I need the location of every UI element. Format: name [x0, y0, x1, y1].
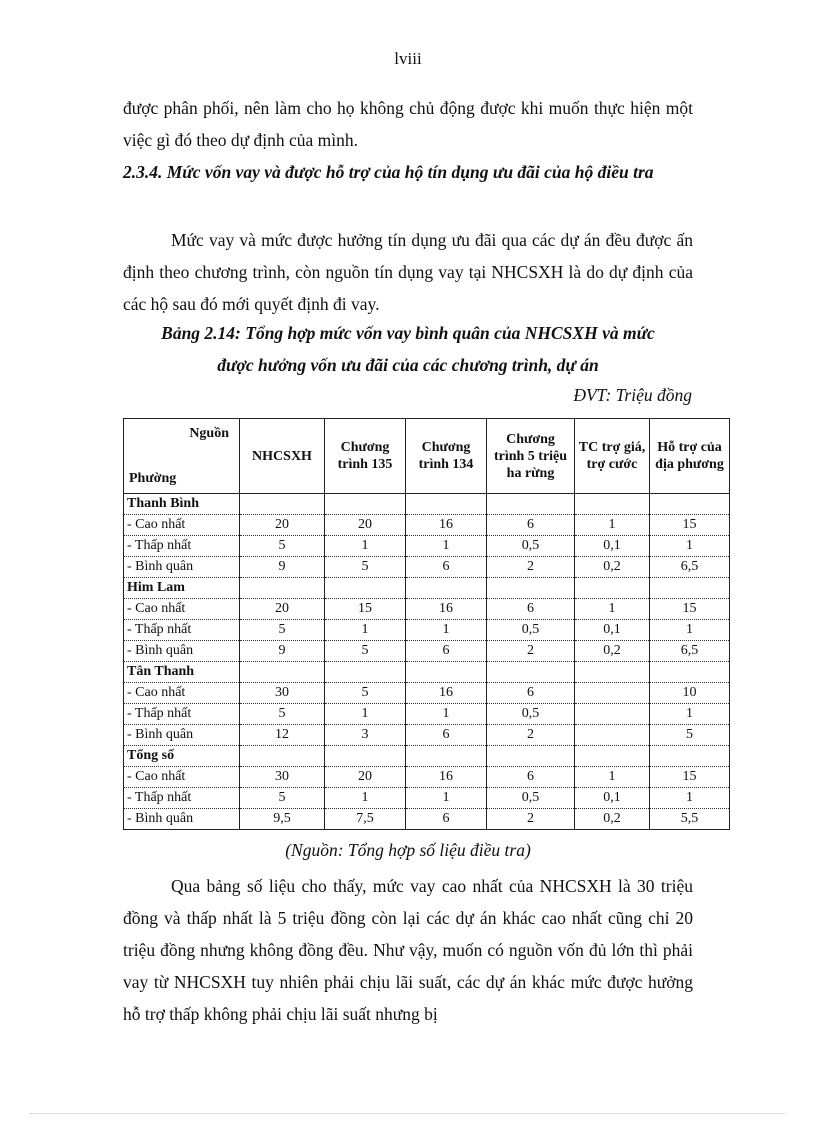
group-name: Thanh Bình: [124, 494, 240, 515]
table-cell: 1: [650, 704, 730, 725]
page-number: lviii: [394, 49, 422, 68]
table-cell: 1: [575, 515, 650, 536]
corner-label-ward: Phường: [129, 471, 177, 486]
table-cell: 10: [650, 683, 730, 704]
unit-note: ĐVT: Triệu đồng: [573, 385, 692, 405]
table-cell: 9,5: [240, 809, 325, 830]
empty-cell: [650, 662, 730, 683]
table-row: [124, 704, 730, 725]
table-cell: 5,5: [650, 809, 730, 830]
table-cell: 5: [240, 788, 325, 809]
row-label: - Bình quân: [124, 809, 240, 830]
table-group-row: [124, 746, 730, 767]
table-cell: 2: [487, 557, 575, 578]
row-label: - Bình quân: [124, 725, 240, 746]
table-cell: 30: [240, 683, 325, 704]
empty-cell: [240, 578, 325, 599]
column-header: NHCSXH: [240, 419, 325, 494]
empty-cell: [406, 746, 487, 767]
table-cell: 6,5: [650, 641, 730, 662]
table-cell: 15: [650, 599, 730, 620]
corner-label-source: Nguồn: [189, 426, 229, 441]
empty-cell: [575, 662, 650, 683]
table-caption: [123, 317, 693, 381]
table-cell: 3: [325, 725, 406, 746]
table-cell: 16: [406, 767, 487, 788]
table-cell: 0,1: [575, 536, 650, 557]
table-caption-line-2: được hưởng vốn ưu đãi của các chương trình, dự án: [217, 355, 599, 375]
table-cell: 9: [240, 557, 325, 578]
table-cell: 20: [325, 515, 406, 536]
empty-cell: [325, 662, 406, 683]
table-cell: 5: [325, 683, 406, 704]
column-header: Hỗ trợ của địa phương: [650, 419, 730, 494]
empty-cell: [650, 578, 730, 599]
table-cell: 20: [325, 767, 406, 788]
table-row: [124, 683, 730, 704]
table-cell: 7,5: [325, 809, 406, 830]
table-cell: 6: [406, 725, 487, 746]
table-cell: [575, 725, 650, 746]
table-caption-line-1: Bảng 2.14: Tổng hợp mức vốn vay bình quân của NHCSXH và mức: [161, 323, 655, 343]
table-cell: 5: [240, 704, 325, 725]
table-cell: 1: [406, 536, 487, 557]
row-label: - Bình quân: [124, 641, 240, 662]
table-cell: 0,2: [575, 809, 650, 830]
group-name: Tổng số: [124, 746, 240, 767]
table-cell: 1: [575, 767, 650, 788]
table-cell: 6: [487, 767, 575, 788]
empty-cell: [406, 578, 487, 599]
table-cell: 16: [406, 599, 487, 620]
table-cell: 9: [240, 641, 325, 662]
table-cell: 1: [406, 620, 487, 641]
loan-table: [123, 418, 730, 830]
group-name: Him Lam: [124, 578, 240, 599]
table-cell: 0,5: [487, 620, 575, 641]
row-label: - Bình quân: [124, 557, 240, 578]
section-heading: 2.3.4. Mức vốn vay và được hỗ trợ của hộ tín dụng ưu đãi của hộ điều tra: [123, 162, 654, 182]
table-corner-cell: [124, 419, 240, 494]
table-cell: 1: [325, 536, 406, 557]
table-row: [124, 599, 730, 620]
table-cell: 1: [575, 599, 650, 620]
table-cell: 1: [650, 536, 730, 557]
paragraph-loan-levels: Mức vay và mức được hưởng tín dụng ưu đãi qua các dự án đều được ấn định theo chương trình, còn nguồn tín dụng vay tại NHCSXH là do dự định của các hộ sau đó mới quyết định đi vay.: [123, 230, 693, 314]
table-cell: 15: [650, 515, 730, 536]
table-cell: 6: [406, 809, 487, 830]
table-cell: 1: [406, 788, 487, 809]
empty-cell: [240, 662, 325, 683]
table-row: [124, 515, 730, 536]
paragraph-intro: được phân phối, nên làm cho họ không chủ động được khi muốn thực hiện một việc gì đó theo dự định của mình.: [123, 98, 693, 150]
source-note: (Nguồn: Tổng hợp số liệu điều tra): [285, 840, 531, 860]
table-cell: 0,2: [575, 557, 650, 578]
table-cell: 0,5: [487, 704, 575, 725]
empty-cell: [487, 662, 575, 683]
table-cell: 5: [650, 725, 730, 746]
table-cell: 16: [406, 515, 487, 536]
table-group-row: [124, 578, 730, 599]
table-cell: 20: [240, 599, 325, 620]
table-cell: 2: [487, 641, 575, 662]
empty-cell: [650, 746, 730, 767]
table-cell: 5: [240, 620, 325, 641]
table-row: [124, 767, 730, 788]
empty-cell: [406, 494, 487, 515]
page-bottom-rule: [30, 1113, 786, 1114]
table-cell: 15: [650, 767, 730, 788]
empty-cell: [325, 746, 406, 767]
empty-cell: [406, 662, 487, 683]
row-label: - Thấp nhất: [124, 620, 240, 641]
paragraph-analysis: Qua bảng số liệu cho thấy, mức vay cao nhất của NHCSXH là 30 triệu đồng và thấp nhất là 5 triệu đồng còn lại các dự án khác cao nhất cũng chỉ 20 triệu đồng nhưng không đồng đều. Như vậy, muốn có nguồn vốn đủ lớn thì phải vay từ NHCSXH tuy nhiên phải chịu lãi suất, các dự án khác mức được hưởng hỗ trợ thấp không phải chịu lãi suất nhưng bị: [123, 876, 693, 1024]
table-cell: 0,5: [487, 536, 575, 557]
table-cell: 1: [406, 704, 487, 725]
row-label: - Thấp nhất: [124, 788, 240, 809]
row-label: - Cao nhất: [124, 599, 240, 620]
table-cell: [575, 683, 650, 704]
column-header: TC trợ giá, trợ cước: [575, 419, 650, 494]
table-row: [124, 641, 730, 662]
table-row: [124, 725, 730, 746]
table-row: [124, 557, 730, 578]
empty-cell: [650, 494, 730, 515]
table-cell: 6: [487, 683, 575, 704]
table-cell: 5: [325, 641, 406, 662]
table-cell: 0,1: [575, 788, 650, 809]
column-header: Chương trình 134: [406, 419, 487, 494]
table-row: [124, 788, 730, 809]
table-group-row: [124, 662, 730, 683]
table-cell: 6: [406, 641, 487, 662]
table-cell: 1: [650, 788, 730, 809]
table-header-row: [124, 419, 730, 494]
table-row: [124, 620, 730, 641]
row-label: - Thấp nhất: [124, 536, 240, 557]
row-label: - Thấp nhất: [124, 704, 240, 725]
table-body: [124, 494, 730, 830]
table-cell: 0,5: [487, 788, 575, 809]
table-cell: 6,5: [650, 557, 730, 578]
column-header: Chương trình 135: [325, 419, 406, 494]
table-cell: [575, 704, 650, 725]
empty-cell: [575, 578, 650, 599]
column-header: Chương trình 5 triệu ha rừng: [487, 419, 575, 494]
empty-cell: [240, 494, 325, 515]
table-cell: 16: [406, 683, 487, 704]
table-cell: 6: [487, 599, 575, 620]
table-row: [124, 536, 730, 557]
table-cell: 6: [406, 557, 487, 578]
table-row: [124, 809, 730, 830]
table-cell: 5: [325, 557, 406, 578]
group-name: Tân Thanh: [124, 662, 240, 683]
table-cell: 5: [240, 536, 325, 557]
row-label: - Cao nhất: [124, 683, 240, 704]
empty-cell: [325, 494, 406, 515]
table-cell: 1: [325, 620, 406, 641]
table-cell: 12: [240, 725, 325, 746]
table-cell: 0,2: [575, 641, 650, 662]
table-cell: 2: [487, 725, 575, 746]
empty-cell: [575, 746, 650, 767]
row-label: - Cao nhất: [124, 767, 240, 788]
table-cell: 2: [487, 809, 575, 830]
table-cell: 15: [325, 599, 406, 620]
empty-cell: [240, 746, 325, 767]
table-cell: 1: [325, 704, 406, 725]
empty-cell: [487, 494, 575, 515]
table-cell: 1: [650, 620, 730, 641]
table-cell: 1: [325, 788, 406, 809]
empty-cell: [575, 494, 650, 515]
table-cell: 0,1: [575, 620, 650, 641]
empty-cell: [487, 578, 575, 599]
empty-cell: [325, 578, 406, 599]
table-cell: 30: [240, 767, 325, 788]
row-label: - Cao nhất: [124, 515, 240, 536]
table-cell: 20: [240, 515, 325, 536]
table-group-row: [124, 494, 730, 515]
table-cell: 6: [487, 515, 575, 536]
empty-cell: [487, 746, 575, 767]
